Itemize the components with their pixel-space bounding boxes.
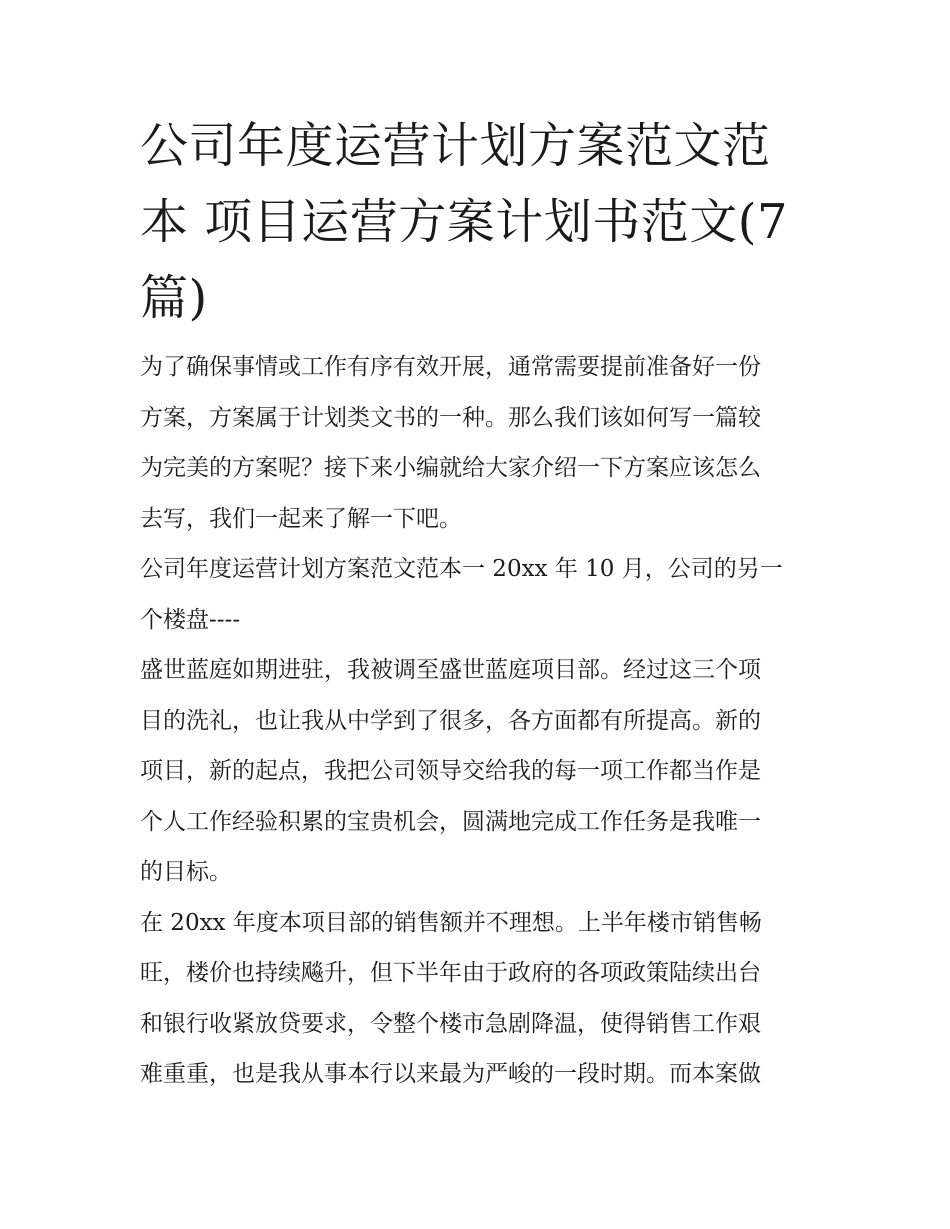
body-paragraph bbox=[140, 898, 812, 1100]
document-title bbox=[140, 108, 812, 336]
paragraph-line: 盛世蓝庭如期进驻，我被调至盛世蓝庭项目部。经过这三个项 bbox=[140, 657, 761, 683]
body-paragraph bbox=[140, 645, 812, 898]
paragraph-line: 项目，新的起点，我把公司领导交给我的每一项工作都当作是 bbox=[140, 758, 761, 784]
paragraph-line: 个人工作经验积累的宝贵机会，圆满地完成工作任务是我唯一 bbox=[140, 808, 761, 835]
paragraph-line: 和银行收紧放贷要求，令整个楼市急剧降温，使得销售工作艰 bbox=[140, 1010, 761, 1037]
paragraph-line: 目的洗礼，也让我从中学到了很多，各方面都有所提高。新的 bbox=[140, 707, 761, 734]
section-one-heading-paragraph bbox=[140, 544, 812, 645]
paragraph-line: 为了确保事情或工作有序有效开展，通常需要提前准备好一份 bbox=[140, 354, 761, 380]
paragraph-line: 为完美的方案呢？接下来小编就给大家介绍一下方案应该怎么 bbox=[140, 455, 761, 481]
paragraph-line: 方案，方案属于计划类文书的一种。那么我们该如何写一篇较 bbox=[140, 404, 761, 431]
paragraph-line: 的目标。 bbox=[140, 859, 232, 885]
paragraph-line: 去写，我们一起来了解一下吧。 bbox=[140, 505, 462, 532]
intro-paragraph bbox=[140, 342, 812, 544]
paragraph-line: 难重重，也是我从事本行以来最为严峻的一段时期。而本案做 bbox=[140, 1061, 761, 1087]
document-page bbox=[140, 108, 812, 1100]
title-line: 篇) bbox=[140, 270, 208, 326]
paragraph-line: 旺，楼价也持续飚升，但下半年由于政府的各项政策陆续出台 bbox=[140, 960, 761, 986]
title-line: 本 项目运营方案计划书范文(7 bbox=[140, 194, 789, 250]
paragraph-line: 个楼盘---- bbox=[140, 606, 241, 633]
paragraph-line: 公司年度运营计划方案范文范本一 20xx 年 10 月，公司的另一 bbox=[140, 556, 783, 582]
paragraph-line: 在 20xx 年度本项目部的销售额并不理想。上半年楼市销售畅 bbox=[140, 909, 762, 936]
title-line: 公司年度运营计划方案范文范 bbox=[140, 118, 771, 174]
